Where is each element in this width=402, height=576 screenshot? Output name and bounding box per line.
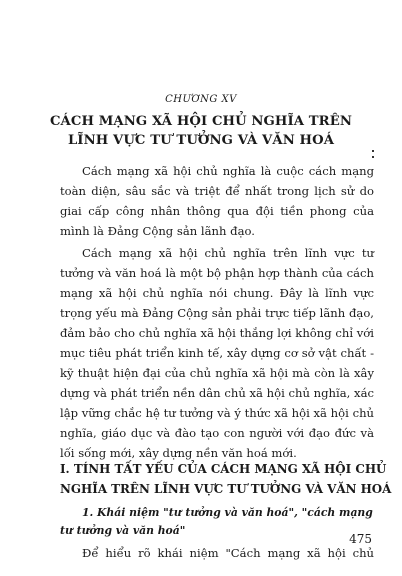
paragraph-2-line: lối sống mới, xây dựng nền văn hoá mới. [60, 446, 297, 460]
paragraph-2-line: Cách mạng xã hội chủ nghĩa trên lĩnh vực tư [82, 246, 374, 260]
paragraph-2-line: mục tiêu phát triển kinh tế, xây dựng cơ sở vật chất - [60, 346, 374, 360]
chapter-title-line-2: LĨNH VỰC TƯ TƯỞNG VÀ VĂN HOÁ [67, 133, 335, 148]
chapter-label: CHƯƠNG XV [165, 94, 237, 105]
paragraph-1-line: mình là Đảng Cộng sản lãnh đạo. [60, 224, 255, 238]
paragraph-1-line: toàn diện, sâu sắc và triệt để nhất trong lịch sử do [60, 184, 374, 198]
paragraph-2-line: dựng và phát triển nền dân chủ xã hội chủ nghĩa, xác [60, 386, 374, 400]
paragraph-1-line: giai cấp công nhân thông qua đội tiền phong của [60, 204, 374, 218]
paragraph-3-line: Để hiểu rõ khái niệm "Cách mạng xã hội chủ [82, 546, 374, 560]
section-heading-line-1: I. TÍNH TẤT YẾU CỦA CÁCH MẠNG XÃ HỘI CHỦ [60, 462, 387, 476]
subsection-heading-line-2: tư tưởng và văn hoá" [60, 524, 186, 537]
page-number: 475 [349, 532, 372, 546]
paragraph-2-line: trọng yếu mà Đảng Cộng sản phải trực tiếp lãnh đạo, [60, 306, 374, 320]
paragraph-2-line: lập vững chắc hệ tư tưởng và ý thức xã hội xã hội chủ [60, 406, 374, 420]
paragraph-2-line: mạng xã hội chủ nghĩa nói chung. Đây là lĩnh vực [60, 286, 374, 300]
chapter-title-line-1: CÁCH MẠNG XÃ HỘI CHỦ NGHĨA TRÊN [49, 114, 353, 129]
subsection-heading-line-1: 1. Khái niệm "tư tưởng và văn hoá", "cách mạng [82, 506, 373, 519]
paragraph-1-line: Cách mạng xã hội chủ nghĩa là cuộc cách mạng [82, 164, 374, 178]
paragraph-2-line: kỹ thuật hiện đại của chủ nghĩa xã hội mà còn là xây [60, 366, 374, 380]
section-heading-line-2: NGHĨA TRÊN LĨNH VỰC TƯ TƯỞNG VÀ VĂN HOÁ [60, 482, 392, 496]
paragraph-2-line: nghĩa, giáo dục và đào tạo con người với đạo đức và [60, 426, 374, 440]
margin-mark [372, 150, 374, 152]
paragraph-2-line: đảm bảo cho chủ nghĩa xã hội thắng lợi không chỉ với [60, 326, 374, 340]
paragraph-2-line: tưởng và văn hoá là một bộ phận hợp thành của cách [60, 266, 374, 280]
margin-mark [372, 156, 374, 158]
